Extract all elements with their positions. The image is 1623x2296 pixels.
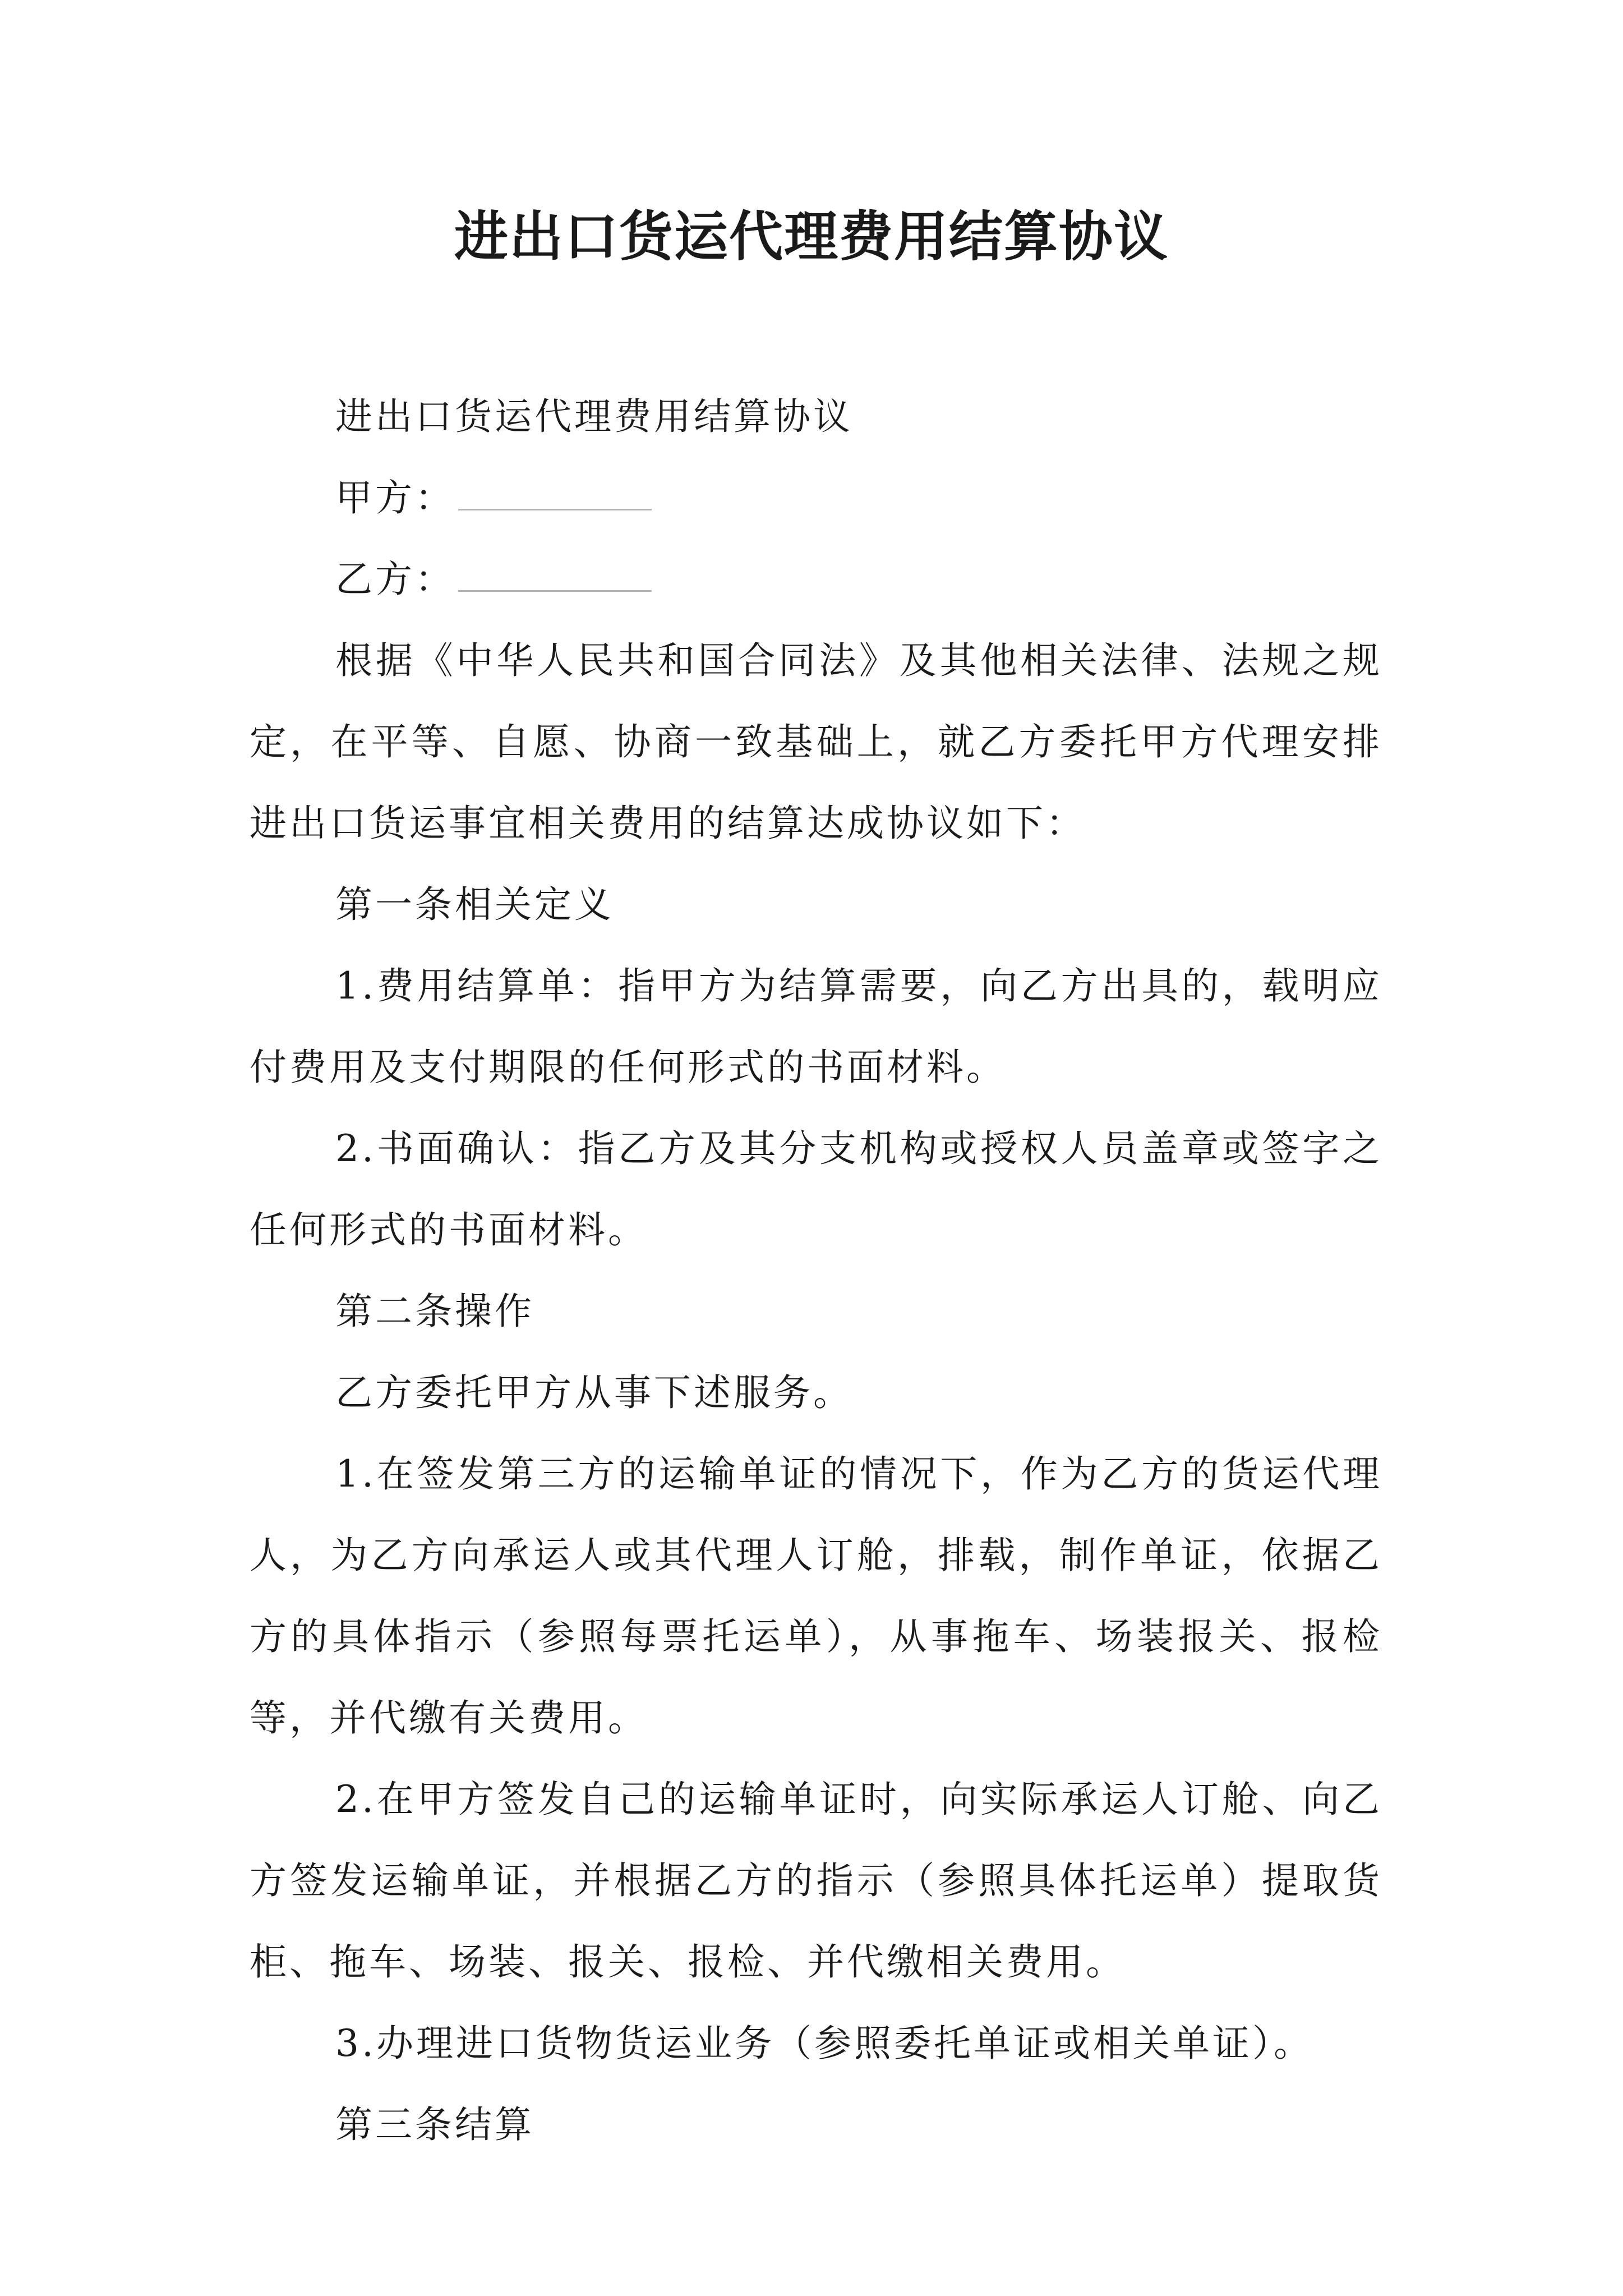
document-subtitle: 进出口货运代理费用结算协议 (335, 395, 853, 438)
article-2-clause-3: 3.办理进口货物货运业务（参照委托单证或相关单证）。 (335, 2022, 1313, 2065)
article-1-clause-1: 1.费用结算单：指甲方为结算需要，向乙方出具的，载明应付费用及支付期限的任何形式的书面材料。 (250, 964, 1382, 1089)
party-a-blank (458, 476, 652, 510)
article-2-clause-1: 1.在签发第三方的运输单证的情况下，作为乙方的货运代理人，为乙方向承运人或其代理人订舱，排载，制作单证，依据乙方的具体指示（参照每票托运单），从事拖车、场装报关、报检等，并代缴有关费用。 (250, 1452, 1382, 1740)
article-1-clause-2: 2.书面确认：指乙方及其分支机构或授权人员盖章或签字之任何形式的书面材料。 (250, 1127, 1382, 1251)
preamble-paragraph: 根据《中华人民共和国合同法》及其他相关法律、法规之规定，在平等、自愿、协商一致基础上，就乙方委托甲方代理安排进出口货运事宜相关费用的结算达成协议如下： (250, 639, 1382, 845)
party-a-label: 甲方： (335, 476, 455, 519)
party-b-blank (458, 558, 652, 592)
article-2-intro: 乙方委托甲方从事下述服务。 (335, 1371, 853, 1414)
article-1-heading: 第一条相关定义 (335, 883, 614, 926)
article-2-clause-2: 2.在甲方签发自己的运输单证时，向实际承运人订舱、向乙方签发运输单证，并根据乙方的指示（参照具体托运单）提取货柜、拖车、场装、报关、报检、并代缴相关费用。 (250, 1778, 1382, 1984)
document-title: 进出口货运代理费用结算协议 (454, 205, 1169, 268)
document-body (250, 376, 1382, 2165)
party-a-line (250, 457, 1382, 539)
article-3-heading: 第三条结算 (335, 2103, 534, 2146)
party-b-line (250, 539, 1382, 620)
party-b-label: 乙方： (335, 558, 455, 601)
article-2-heading: 第二条操作 (335, 1290, 534, 1333)
